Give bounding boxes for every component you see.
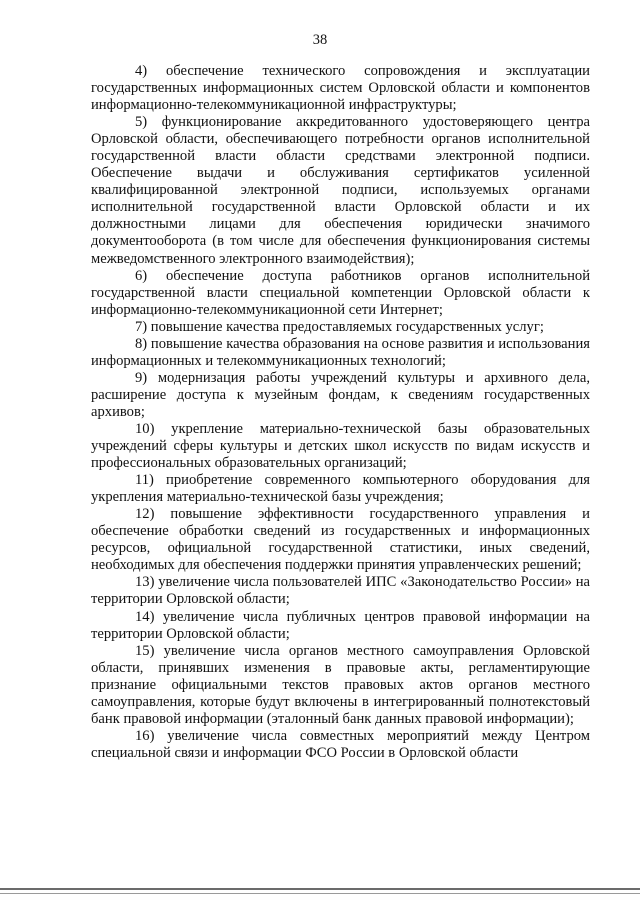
list-item-14: 14) увеличение числа публичных центров правовой информации на территории Орловской области; xyxy=(91,608,590,642)
scan-edge-line-secondary xyxy=(0,893,640,894)
document-body xyxy=(91,63,590,762)
list-item-16: 16) увеличение числа совместных мероприятий между Центром специальной связи и информации ФСО России в Орловской области xyxy=(91,727,590,761)
list-item-15: 15) увеличение числа органов местного самоуправления Орловской области, принявших изменения в правовые акты, регламентирующие признание официальными текстов правовых актов органов местного самоуправления, которые будут включены в интегрированный полнотекстовый банк правовой информации (эталонный банк данных правовой информации); xyxy=(91,642,590,727)
list-item-5: 5) функционирование аккредитованного удостоверяющего центра Орловской области, обеспечивающего потребности органов исполнительной государственной власти области средствами электронной подписи. Обеспечение выдачи и обслуживания сертификатов усиленной квалифицированной электронной подписи, используемых органами исполнительной государственной власти Орловской области и их должностными лицами для обеспечения юридически значимого документооборота (в том числе для обеспечения функционирования системы межведомственного электронного взаимодействия); xyxy=(91,114,590,267)
list-item-4: 4) обеспечение технического сопровождения и эксплуатации государственных информационных систем Орловской области и компонентов информационно-телекоммуникационной инфраструктуры; xyxy=(91,63,590,114)
list-item-11: 11) приобретение современного компьютерного оборудования для укрепления материально-технической базы учреждения; xyxy=(91,472,590,506)
list-item-10: 10) укрепление материально-технической базы образовательных учреждений сферы культуры и детских школ искусств по видам искусств и профессиональных образовательных организаций; xyxy=(91,420,590,472)
scan-edge-line xyxy=(0,888,640,890)
list-item-12: 12) повышение эффективности государственного управления и обеспечение обработки сведений из государственных и информационных ресурсов, официальной государственной статистики, иных сведений, необходимых для обеспечения поддержки принятия управленческих решений; xyxy=(91,506,590,574)
page-number: 38 xyxy=(312,32,328,48)
list-item-6: 6) обеспечение доступа работников органов исполнительной государственной власти специальной компетенции Орловской области к информационно-телекоммуникационной сети Интернет; xyxy=(91,267,590,318)
list-item-9: 9) модернизация работы учреждений культуры и архивного дела, расширение доступа к музейным фондам, к сведениям государственных архивов; xyxy=(91,369,590,420)
list-item-7: 7) повышение качества предоставляемых государственных услуг; xyxy=(135,318,544,335)
list-item-13: 13) увеличение числа пользователей ИПС «Законодательство России» на территории Орловской области; xyxy=(91,574,590,608)
list-item-8: 8) повышение качества образования на основе развития и использования информационных и телекоммуникационных технологий; xyxy=(91,335,590,369)
